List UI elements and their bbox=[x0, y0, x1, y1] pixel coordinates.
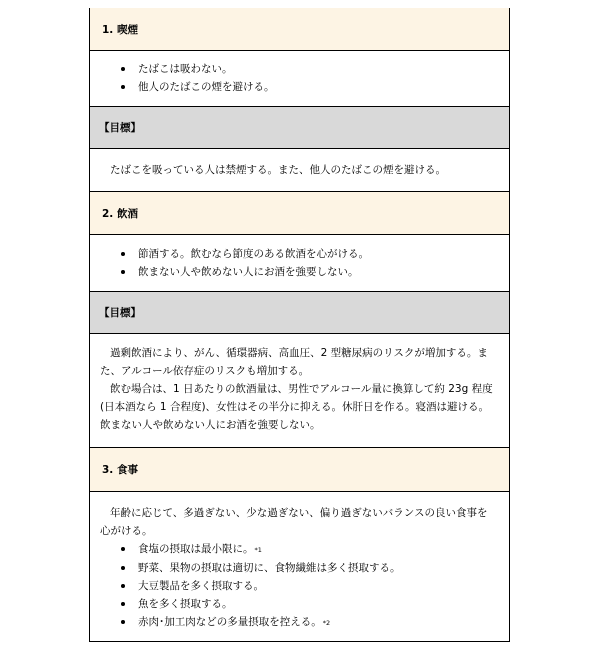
list-item: 飲まない人や飲めない人にお酒を強要しない。 bbox=[90, 263, 509, 281]
list-item bbox=[90, 613, 509, 632]
bullet-list bbox=[90, 60, 509, 96]
goal-text: たばこを吸っている人は禁煙する。また、他人のたばこの煙を避ける。 bbox=[110, 164, 446, 176]
section-body-smoking bbox=[90, 51, 509, 107]
section-body-drinking bbox=[90, 235, 509, 292]
goal-heading-smoking bbox=[90, 107, 509, 149]
list-item: たばこは吸わない。 bbox=[90, 60, 509, 78]
goal-line: 過剰飲酒により、がん、循環器病、高血圧、2 型糖尿病のリスクが増加する。ま bbox=[110, 347, 488, 359]
section-heading-smoking bbox=[90, 8, 509, 51]
list-item: 大豆製品を多く摂取する。 bbox=[90, 577, 509, 595]
list-item-text: 赤肉･加工肉などの多量摂取を控える。 bbox=[138, 616, 322, 628]
goal-body-smoking bbox=[90, 149, 509, 192]
list-item-text: 食塩の摂取は最小限に。 bbox=[138, 543, 254, 555]
section-heading-diet bbox=[90, 448, 509, 492]
footnote-mark: *2 bbox=[322, 619, 331, 627]
goal-heading-drinking bbox=[90, 292, 509, 334]
goal-line: 飲む場合は、1 日あたりの飲酒量は、男性でアルコール量に換算して約 23g 程度 bbox=[110, 383, 493, 395]
list-item: 節酒する。飲むなら節度のある飲酒を心がける。 bbox=[90, 245, 509, 263]
bullet-list bbox=[90, 540, 509, 632]
footnote-mark: *1 bbox=[254, 546, 262, 554]
intro-line: 心がける。 bbox=[100, 525, 153, 537]
section-heading-text: 2. 飲酒 bbox=[102, 207, 138, 220]
list-item bbox=[90, 540, 509, 559]
goal-label: 【目標】 bbox=[99, 122, 141, 134]
section-heading-text: 3. 食事 bbox=[102, 464, 138, 476]
goal-body-drinking bbox=[90, 334, 509, 448]
goal-line: 飲まない人や飲めない人にお酒を強要しない。 bbox=[100, 419, 321, 431]
section-heading-text: 1. 喫煙 bbox=[102, 23, 138, 36]
section-body-diet bbox=[90, 492, 509, 642]
list-item: 野菜、果物の摂取は適切に、食物繊維は多く摂取する。 bbox=[90, 559, 509, 577]
goal-label: 【目標】 bbox=[99, 307, 141, 319]
lifestyle-guideline-table bbox=[89, 8, 510, 642]
goal-line: (日本酒なら 1 合程度)、女性はその半分に抑える。休肝日を作る。寝酒は避ける。 bbox=[100, 401, 490, 413]
list-item: 他人のたばこの煙を避ける。 bbox=[90, 78, 509, 96]
intro-line: 年齢に応じて、多過ぎない、少な過ぎない、偏り過ぎないバランスの良い食事を bbox=[110, 507, 488, 519]
goal-line: た、アルコール依存症のリスクも増加する。 bbox=[100, 365, 310, 377]
bullet-list bbox=[90, 245, 509, 281]
section-heading-drinking bbox=[90, 192, 509, 235]
list-item: 魚を多く摂取する。 bbox=[90, 595, 509, 613]
